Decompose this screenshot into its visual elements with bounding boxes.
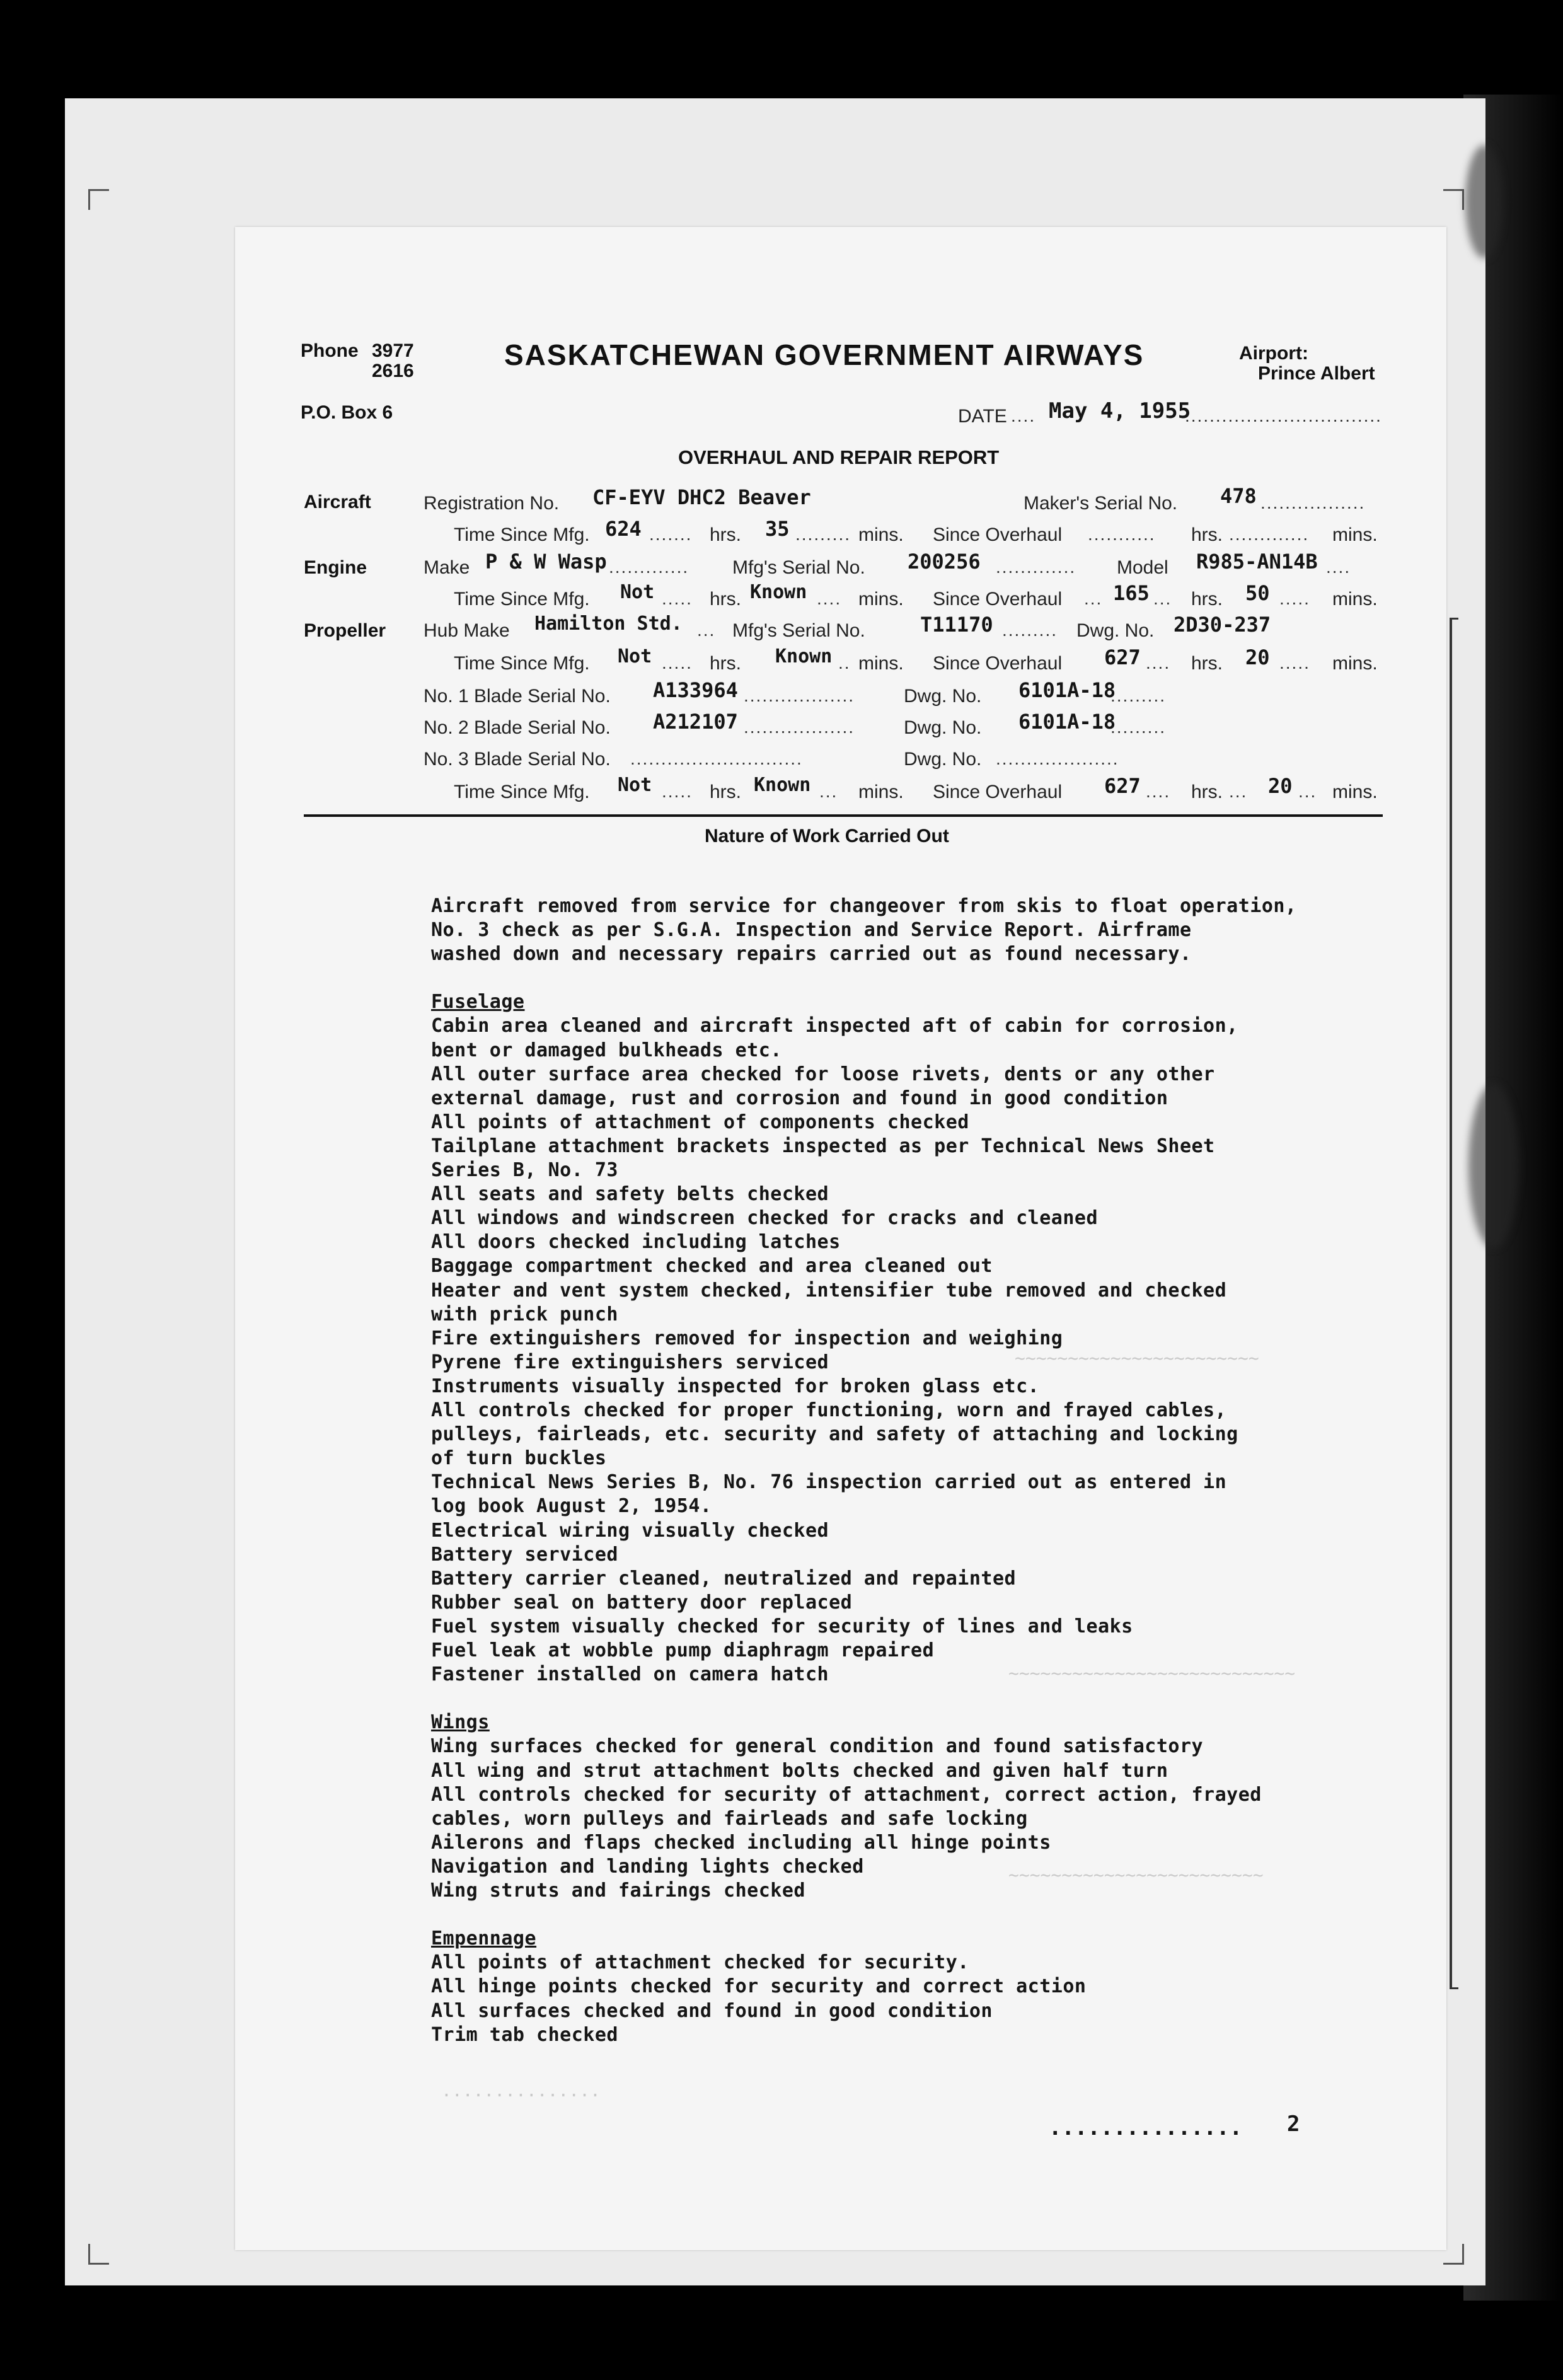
mins-unit: mins. <box>858 524 904 545</box>
engine-since-overhaul-hrs: 165 <box>1113 581 1150 605</box>
work-line: Series B, No. 73 <box>431 1159 618 1181</box>
work-line: All hinge points checked for security and correct action <box>431 1975 1087 1997</box>
blade-3-dwg-label: Dwg. No. <box>904 749 982 770</box>
work-line: Fuel system visually checked for security of lines and leaks <box>431 1615 1133 1638</box>
engine-time-since-mfg-mins: Known <box>750 581 807 603</box>
time-since-mfg-hrs: 624 <box>605 517 642 541</box>
phone-number: 3977 <box>372 340 414 361</box>
section-divider <box>304 814 1383 817</box>
work-section-title: Nature of Work Carried Out <box>705 826 949 846</box>
dotted-line: .................... <box>996 749 1119 768</box>
mins-unit: mins. <box>1332 589 1378 609</box>
dotted-line: .. <box>838 653 851 673</box>
blade-1-serial: A133964 <box>653 678 738 702</box>
blades-time-since-mfg-hrs: Not <box>618 774 652 796</box>
bleed-through-text: ~~~~~~~~~~~~~~~~~~~~~~~~~~~ <box>1008 1664 1296 1685</box>
hrs-unit: hrs. <box>710 653 742 674</box>
aircraft-section-label: Aircraft <box>304 492 371 512</box>
propeller-time-since-mfg-hrs: Not <box>618 645 652 667</box>
since-overhaul-label: Since Overhaul <box>933 782 1063 802</box>
dotted-line: ............. <box>1229 524 1310 544</box>
corner-mark <box>1443 189 1464 210</box>
work-line: Ailerons and flaps checked including all hinge points <box>431 1832 1051 1854</box>
dotted-line: ..... <box>662 653 693 673</box>
report-title: OVERHAUL AND REPAIR REPORT <box>678 446 1000 468</box>
work-line: pulleys, fairleads, etc. security and safety of attaching and locking <box>431 1423 1238 1445</box>
engine-mfg-serial-value: 200256 <box>908 550 981 574</box>
hub-make-value: Hamilton Std. <box>534 613 683 635</box>
dotted-line: .... <box>1326 557 1351 577</box>
signature-dots: ............... <box>1049 2115 1243 2140</box>
mins-unit: mins. <box>1332 653 1378 674</box>
work-line: Navigation and landing lights checked <box>431 1856 864 1878</box>
propeller-dwg-label: Dwg. No. <box>1076 620 1155 641</box>
work-line: log book August 2, 1954. <box>431 1495 712 1517</box>
dotted-line: .... <box>817 589 842 608</box>
dotted-line: ..... <box>662 782 693 801</box>
work-line: washed down and necessary repairs carried out as found necessary. <box>431 943 1192 965</box>
dotted-line: ............................ <box>630 749 803 768</box>
work-line: Fastener installed on camera hatch <box>431 1663 829 1685</box>
date-label: DATE <box>958 406 1007 427</box>
dotted-line: ............. <box>609 557 689 577</box>
propeller-since-overhaul-hrs: 627 <box>1104 645 1141 669</box>
po-box: P.O. Box 6 <box>301 402 393 423</box>
engine-make-value: P & W Wasp <box>485 550 607 574</box>
time-since-mfg-label: Time Since Mfg. <box>454 782 590 802</box>
dotted-line: .................. <box>744 717 855 737</box>
dotted-line: ......... <box>1110 717 1167 737</box>
time-since-mfg-label: Time Since Mfg. <box>454 653 590 674</box>
mins-unit: mins. <box>858 653 904 674</box>
dotted-line: .... <box>1146 653 1171 673</box>
since-overhaul-label: Since Overhaul <box>933 653 1063 674</box>
work-line: of turn buckles <box>431 1447 607 1469</box>
phone-label: Phone <box>301 340 359 361</box>
propeller-time-since-mfg-mins: Known <box>775 645 833 667</box>
dotted-line: ... <box>1153 589 1172 608</box>
blade-2-dwg: 6101A-18 <box>1018 710 1116 734</box>
work-line: All points of attachment checked for security. <box>431 1951 969 1973</box>
work-line: with prick punch <box>431 1303 618 1326</box>
makers-serial-label: Maker's Serial No. <box>1024 493 1178 514</box>
dotted-line: ....... <box>649 524 693 544</box>
engine-model-value: R985-AN14B <box>1196 550 1318 574</box>
bleed-through-text: ............... <box>441 2080 601 2101</box>
propeller-mfg-serial-label: Mfg's Serial No. <box>732 620 865 641</box>
empennage-heading: Empennage <box>431 1927 537 1950</box>
work-line: All controls checked for security of attachment, correct action, frayed <box>431 1784 1262 1806</box>
propeller-mfg-serial-value: T11170 <box>920 613 993 637</box>
work-line: bent or damaged bulkheads etc. <box>431 1039 782 1061</box>
work-line: external damage, rust and corrosion and found in good condition <box>431 1087 1168 1109</box>
engine-section-label: Engine <box>304 557 367 578</box>
work-line: Aircraft removed from service for changeover from skis to float operation, <box>431 895 1297 917</box>
propeller-dwg-value: 2D30-237 <box>1174 613 1271 637</box>
since-overhaul-label: Since Overhaul <box>933 589 1063 609</box>
makers-serial-value: 478 <box>1220 484 1257 508</box>
work-line: No. 3 check as per S.G.A. Inspection and Service Report. Airframe <box>431 919 1192 941</box>
mins-unit: mins. <box>1332 524 1378 545</box>
engine-model-label: Model <box>1117 557 1168 578</box>
registration-value: CF-EYV DHC2 Beaver <box>592 485 811 509</box>
dotted-line: ... <box>1298 782 1317 801</box>
dotted-line: ... <box>697 620 716 640</box>
work-line: Wing struts and fairings checked <box>431 1880 805 1902</box>
dotted-line: .... <box>1146 782 1171 801</box>
engine-since-overhaul-mins: 50 <box>1245 581 1270 605</box>
work-line: Heater and vent system checked, intensifier tube removed and checked <box>431 1280 1227 1302</box>
blades-since-overhaul-mins: 20 <box>1268 774 1293 798</box>
dotted-line: .... <box>1011 406 1036 425</box>
work-line: All points of attachment of components checked <box>431 1111 969 1133</box>
phone-number: 2616 <box>372 361 414 381</box>
hub-make-label: Hub Make <box>424 620 510 641</box>
blade-2-label: No. 2 Blade Serial No. <box>424 717 611 738</box>
work-line: All windows and windscreen checked for cracks and cleaned <box>431 1207 1099 1229</box>
bleed-through-text: ~~~~~~~~~~~~~~~~~~~~~~~~ <box>1008 1866 1264 1886</box>
registration-label: Registration No. <box>424 493 560 514</box>
hrs-unit: hrs. <box>710 782 742 802</box>
bleed-through-text: ~~~~~~~~~~~~~~~~~~~~~~~ <box>1015 1349 1259 1370</box>
dotted-line: ............. <box>996 557 1076 577</box>
work-line: Technical News Series B, No. 76 inspection carried out as entered in <box>431 1471 1227 1493</box>
work-line: Baggage compartment checked and area cleaned out <box>431 1255 993 1277</box>
blades-time-since-mfg-mins: Known <box>754 774 811 796</box>
dotted-line: .................. <box>744 686 855 705</box>
blades-since-overhaul-hrs: 627 <box>1104 774 1141 798</box>
corner-mark <box>88 2244 109 2265</box>
propeller-section-label: Propeller <box>304 620 386 641</box>
hrs-unit: hrs. <box>710 524 742 545</box>
blade-1-dwg-label: Dwg. No. <box>904 686 982 707</box>
work-line: Wing surfaces checked for general condition and found satisfactory <box>431 1735 1204 1757</box>
work-line: cables, worn pulleys and fairleads and safe locking <box>431 1808 1028 1830</box>
mins-unit: mins. <box>858 782 904 802</box>
blade-1-label: No. 1 Blade Serial No. <box>424 686 611 707</box>
dotted-line: ... <box>1229 782 1248 801</box>
work-line: All wing and strut attachment bolts checked and given half turn <box>431 1760 1168 1782</box>
blade-2-dwg-label: Dwg. No. <box>904 717 982 738</box>
page-number: 2 <box>1287 2111 1300 2137</box>
work-line: All doors checked including latches <box>431 1231 841 1253</box>
page-edge-border <box>1450 618 1458 1989</box>
fuselage-heading: Fuselage <box>431 991 525 1013</box>
dotted-line: ................................ <box>1185 406 1382 425</box>
hrs-unit: hrs. <box>1191 524 1223 545</box>
dotted-line: ..... <box>1279 589 1310 608</box>
hrs-unit: hrs. <box>1191 589 1223 609</box>
work-line: Pyrene fire extinguishers serviced <box>431 1351 829 1373</box>
work-line: Cabin area cleaned and aircraft inspected aft of cabin for corrosion, <box>431 1015 1238 1037</box>
time-since-mfg-label: Time Since Mfg. <box>454 524 590 545</box>
dotted-line: ......... <box>795 524 851 544</box>
time-since-mfg-label: Time Since Mfg. <box>454 589 590 609</box>
blade-1-dwg: 6101A-18 <box>1018 678 1116 702</box>
blade-3-label: No. 3 Blade Serial No. <box>424 749 611 770</box>
airport-name: Prince Albert <box>1258 363 1375 384</box>
blade-2-serial: A212107 <box>653 710 738 734</box>
dotted-line: ..... <box>662 589 693 608</box>
work-line: Electrical wiring visually checked <box>431 1520 829 1542</box>
dotted-line: ......... <box>1110 686 1167 705</box>
dotted-line: ..... <box>1279 653 1310 673</box>
dotted-line: ................. <box>1260 493 1366 512</box>
engine-time-since-mfg-hrs: Not <box>620 581 655 603</box>
work-line: All controls checked for proper functioning, worn and frayed cables, <box>431 1399 1227 1421</box>
airport-label: Airport: <box>1239 343 1308 364</box>
mins-unit: mins. <box>1332 782 1378 802</box>
work-line: Trim tab checked <box>431 2024 618 2046</box>
corner-mark <box>88 189 109 210</box>
work-line: All surfaces checked and found in good condition <box>431 2000 993 2022</box>
engine-mfg-serial-label: Mfg's Serial No. <box>732 557 865 578</box>
date-value: May 4, 1955 <box>1049 398 1191 424</box>
wings-heading: Wings <box>431 1711 490 1733</box>
stain-mark <box>1465 145 1503 258</box>
dotted-line: ... <box>819 782 838 801</box>
hrs-unit: hrs. <box>1191 653 1223 674</box>
work-line: Tailplane attachment brackets inspected as per Technical News Sheet <box>431 1135 1215 1157</box>
dotted-line: ......... <box>1002 620 1058 640</box>
work-line: Fuel leak at wobble pump diaphragm repaired <box>431 1639 935 1661</box>
time-since-mfg-mins: 35 <box>765 517 790 541</box>
mins-unit: mins. <box>858 589 904 609</box>
since-overhaul-label: Since Overhaul <box>933 524 1063 545</box>
engine-make-label: Make <box>424 557 470 578</box>
work-line: Rubber seal on battery door replaced <box>431 1591 853 1614</box>
work-line: Instruments visually inspected for broken glass etc. <box>431 1375 1040 1397</box>
dotted-line: ........... <box>1088 524 1156 544</box>
work-line: Battery serviced <box>431 1544 618 1566</box>
company-name: SASKATCHEWAN GOVERNMENT AIRWAYS <box>504 338 1145 371</box>
work-line: All outer surface area checked for loose rivets, dents or any other <box>431 1063 1215 1085</box>
hrs-unit: hrs. <box>1191 782 1223 802</box>
stain-mark <box>1468 1084 1519 1248</box>
work-line: Battery carrier cleaned, neutralized and repainted <box>431 1568 1017 1590</box>
work-line: Fire extinguishers removed for inspection and weighing <box>431 1327 1063 1349</box>
propeller-since-overhaul-mins: 20 <box>1245 645 1270 669</box>
hrs-unit: hrs. <box>710 589 742 609</box>
work-line: All seats and safety belts checked <box>431 1183 829 1205</box>
dotted-line: ... <box>1084 589 1103 608</box>
